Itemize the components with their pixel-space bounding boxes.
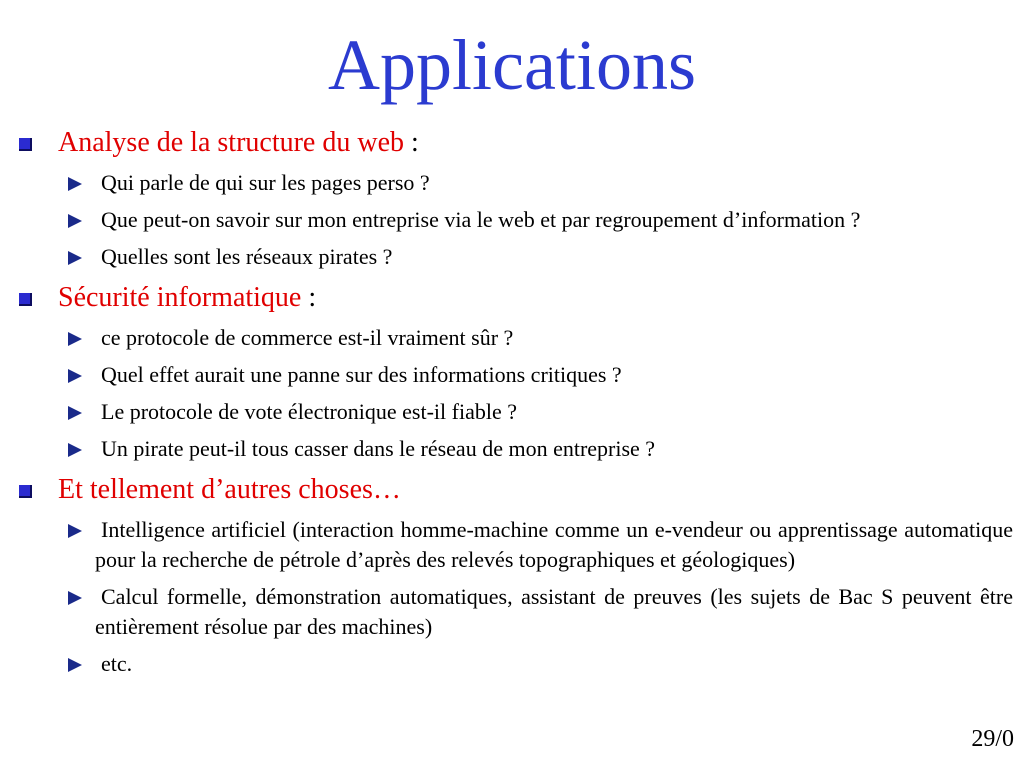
triangle-bullet-icon xyxy=(68,177,82,191)
slide-content xyxy=(0,124,1024,686)
sub-list xyxy=(0,168,1024,272)
section-heading-suffix: : xyxy=(404,127,419,158)
list-item xyxy=(0,434,1024,464)
section-heading xyxy=(0,471,1024,509)
triangle-bullet-icon xyxy=(68,332,82,346)
section-security xyxy=(0,279,1024,464)
triangle-bullet-icon xyxy=(68,214,82,228)
square-bullet-icon xyxy=(19,485,32,498)
triangle-bullet-icon xyxy=(68,524,82,538)
list-item xyxy=(0,323,1024,353)
list-item-text: Quel effet aurait une panne sur des informations critiques ? xyxy=(101,362,622,387)
section-other-things xyxy=(0,471,1024,679)
sub-list xyxy=(0,323,1024,464)
list-item-text: Calcul formelle, démonstration automatiques, assistant de preuves (les sujets de Bac S peuvent être entièrement résolue par des machines) xyxy=(95,584,1013,639)
list-item-text: Que peut-on savoir sur mon entreprise via le web et par regroupement d’information ? xyxy=(101,207,861,232)
section-heading-text: Sécurité informatique xyxy=(58,282,302,313)
list-item-text: Qui parle de qui sur les pages perso ? xyxy=(101,170,430,195)
list-item-text: etc. xyxy=(101,651,133,676)
list-item-text: Quelles sont les réseaux pirates ? xyxy=(101,244,393,269)
list-item xyxy=(0,242,1024,272)
page-number: 29/0 xyxy=(971,726,1014,752)
triangle-bullet-icon xyxy=(68,251,82,265)
sub-list xyxy=(0,515,1024,679)
list-item xyxy=(0,649,1024,679)
section-heading-text: Et tellement d’autres choses… xyxy=(58,474,401,505)
list-item xyxy=(0,397,1024,427)
list-item xyxy=(0,582,1024,642)
list-item xyxy=(0,168,1024,198)
list-item-text: ce protocole de commerce est-il vraiment sûr ? xyxy=(101,325,514,350)
list-item xyxy=(0,515,1024,575)
section-heading-suffix: : xyxy=(301,282,317,313)
list-item xyxy=(0,205,1024,235)
square-bullet-icon xyxy=(19,138,32,151)
triangle-bullet-icon xyxy=(68,591,82,605)
section-web-structure xyxy=(0,124,1024,272)
section-heading xyxy=(0,279,1024,317)
list-item-text: Un pirate peut-il tous casser dans le réseau de mon entreprise ? xyxy=(101,436,656,461)
triangle-bullet-icon xyxy=(68,658,82,672)
triangle-bullet-icon xyxy=(68,406,82,420)
triangle-bullet-icon xyxy=(68,443,82,457)
section-heading xyxy=(0,124,1024,162)
triangle-bullet-icon xyxy=(68,369,82,383)
list-item xyxy=(0,360,1024,390)
list-item-text: Intelligence artificiel (interaction homme-machine comme un e-vendeur ou apprentissage automatique pour la recherche de pétrole d’après des relevés topographiques et géologiques) xyxy=(95,517,1013,572)
square-bullet-icon xyxy=(19,293,32,306)
list-item-text: Le protocole de vote électronique est-il fiable ? xyxy=(101,399,517,424)
slide-title: Applications xyxy=(328,25,696,105)
section-heading-text: Analyse de la structure du web xyxy=(58,127,404,158)
